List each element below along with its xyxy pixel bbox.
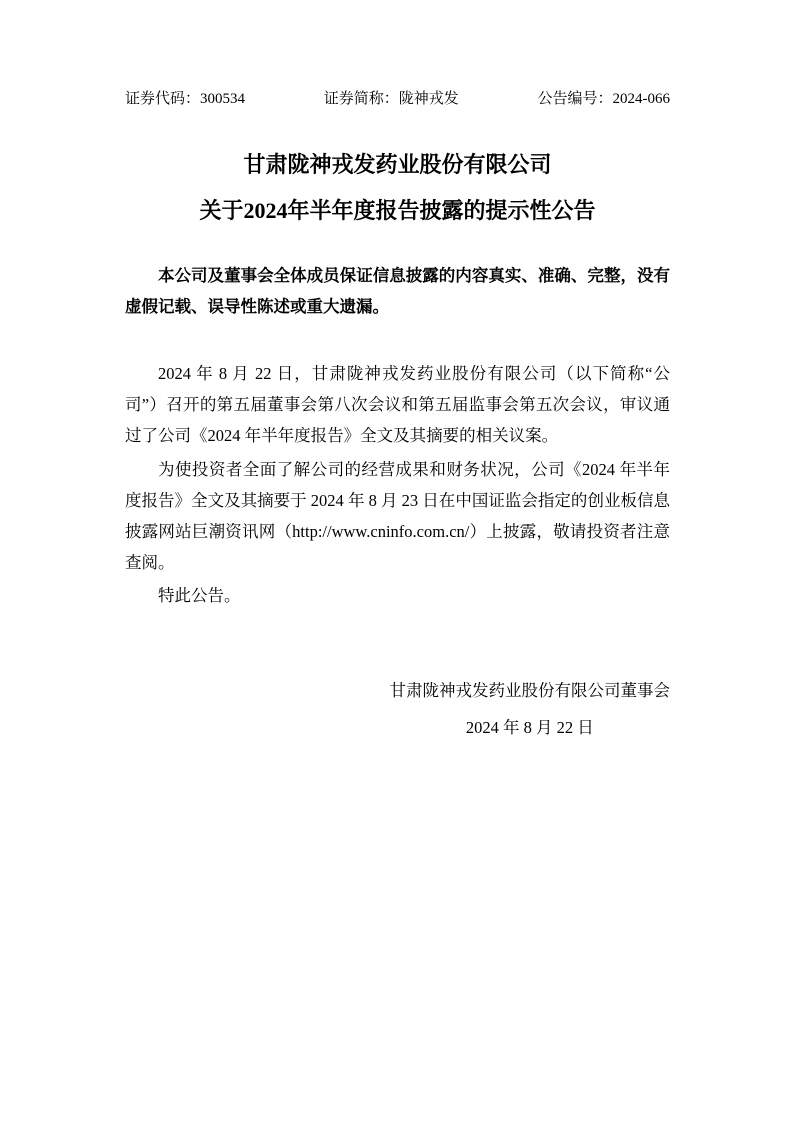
body-paragraph-1: 2024 年 8 月 22 日，甘肃陇神戎发药业股份有限公司（以下简称“公司”）召开的第五届董事会第八次会议和第五届监事会第五次会议，审议通过了公司《2024 年半年度报告》全文及其摘要的相关议案。	[125, 364, 670, 445]
body-paragraph-2: 为使投资者全面了解公司的经营成果和财务状况，公司《2024 年半年度报告》全文及其摘要于 2024 年 8 月 23 日在中国证监会指定的创业板信息披露网站巨潮资讯网（http://www.cninfo.com.cn/）上披露，敬请投资者注意查阅。	[125, 460, 670, 572]
title-line-subject: 关于2024年半年度报告披露的提示性公告	[199, 198, 596, 223]
page-content	[125, 88, 670, 743]
closing-paragraph: 特此公告。	[158, 586, 241, 605]
stock-code: 证券代码：300534	[125, 91, 246, 107]
statement-paragraph: 本公司及董事会全体成员保证信息披露的内容真实、准确、完整，没有虚假记载、误导性陈述或重大遗漏。	[125, 266, 670, 316]
signature-block	[390, 675, 671, 743]
doc-title	[125, 142, 670, 234]
signature-date: 2024 年 8 月 22 日	[465, 718, 594, 737]
doc-header	[125, 88, 670, 110]
announcement-number: 公告编号：2024-066	[537, 91, 670, 107]
signature-company: 甘肃陇神戎发药业股份有限公司董事会	[389, 681, 670, 700]
stock-name: 证券简称：陇神戎发	[323, 91, 459, 107]
title-line-company: 甘肃陇神戎发药业股份有限公司	[243, 152, 552, 177]
